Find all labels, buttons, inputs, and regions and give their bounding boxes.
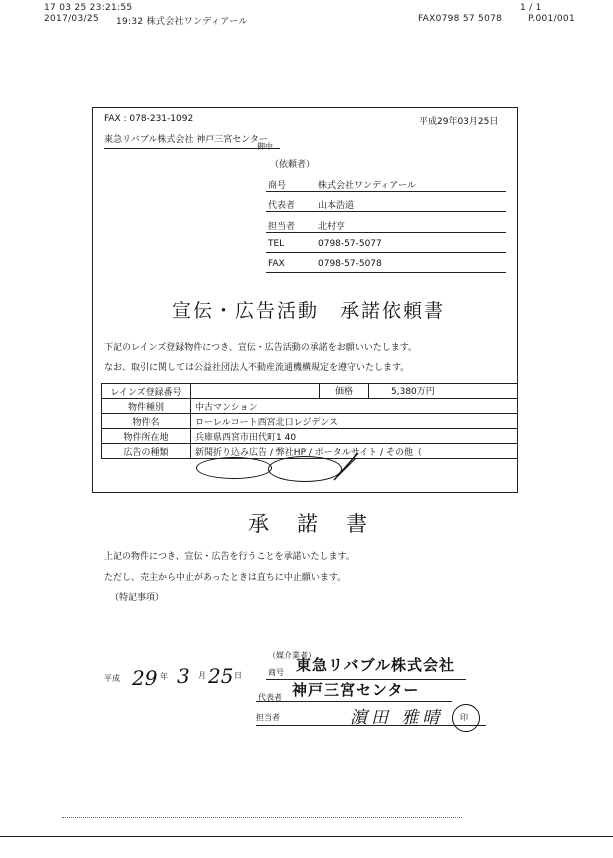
date-month-unit: 月 [198,671,206,680]
fax-number: FAX0798 57 5078 [418,14,503,24]
date-month: 3 [177,664,190,688]
property-type-value: 中古マンション [191,399,518,414]
table-row [102,384,518,399]
table-row [102,399,518,414]
date-year-unit: 年 [160,672,168,681]
field-value-tel: 0798-57-5077 [318,239,382,249]
newspaper-circle-mark [196,457,272,479]
property-address-value: 兵庫県西宮市田代町1 40 [191,429,518,444]
field-label-company: 商号 [268,181,287,191]
field-underline [266,272,506,273]
fax-to: FAX : 078-231-1092 [104,114,194,124]
field-label-fax: FAX [268,259,285,269]
price-label: 価格 [320,384,369,398]
broker-company: 東急リバブル株式会社 [296,656,455,674]
field-underline [266,252,506,253]
date-era: 平成 [104,674,120,683]
reins-label: レインズ登録番号 [102,384,191,399]
broker-branch: 神戸三宮センター [292,681,420,699]
page-scan-line [62,817,462,818]
property-table [101,383,518,459]
fax-timestamp: 17 03 25 23:21:55 [44,3,133,13]
table-row: 広告の種類 新聞折り込み広告 / 弊社HP / ポータルサイト / その他（ [102,444,518,459]
recipient-name: 東急リバブル株式会社 神戸三宮センター [104,135,268,145]
ad-type-portal: ポータルサイト [314,447,378,458]
approval-line2: ただし、売主から中止があったときは直ちに中止願います。 [104,573,347,583]
fax-date: 2017/03/25 [44,14,99,24]
approval-note-label: （特記事項） [110,593,165,603]
property-address-label: 物件所在地 [102,429,191,444]
strike-mark [332,450,362,484]
request-body-line1: 下記のレインズ登録物件につき、宣伝・広告活動の承諾をお願いいたします。 [104,343,418,353]
person-underline [256,725,486,726]
table-row [102,414,518,429]
field-underline [266,232,506,233]
agent-label: （媒介業者） [268,651,316,660]
field-label-staff: 担当者 [268,222,296,232]
ad-type-other: その他（ [385,447,422,458]
field-label-representative: 代表者 [268,201,296,211]
document-title: 宣伝・広告活動 承諾依頼書 [172,300,446,322]
seal-mark: 印 [460,713,468,722]
document-date: 平成29年03月25日 [419,117,499,127]
ad-type-newspaper: 新聞折り込み広告 [195,447,268,458]
person-label: 担当者 [256,713,280,722]
date-day-unit: 日 [234,671,242,680]
property-name-value: ローレルコート西宮北口レジデンス [191,414,518,429]
fax-sender: 19:32 株式会社ワンディアール [116,17,248,27]
field-underline [266,211,506,212]
hp-circle-mark [268,456,342,482]
approval-title: 承諾書 [248,512,395,536]
field-value-fax: 0798-57-5078 [318,259,382,269]
table-row [102,429,518,444]
page-bottom-line [0,836,613,837]
fax-page-mark: 1 / 1 [520,3,542,13]
field-value-representative: 山本浩道 [318,201,355,211]
field-label-tel: TEL [268,239,285,249]
property-name-label: 物件名 [102,414,191,429]
field-value-staff: 北村亨 [318,222,346,232]
property-type-label: 物件種別 [102,399,191,414]
rep-label: 代表者 [258,693,282,702]
fax-page: P.001/001 [528,14,575,24]
price-value: 5,380万円 [391,387,435,397]
field-value-company: 株式会社ワンディアール [318,181,416,191]
date-year: 29 [132,666,158,690]
branch-underline [256,701,452,702]
date-day: 25 [208,664,234,688]
reins-value [191,384,320,398]
company-label: 商号 [268,668,284,677]
person-name: 濵田 雅晴 [350,708,444,728]
ad-type-label: 広告の種類 [102,444,191,459]
ad-type-company-hp: 弊社HP [275,447,306,458]
recipient-underline [104,148,280,149]
approval-line1: 上記の物件につき、宣伝・広告を行うことを承諾いたします。 [104,552,355,562]
requester-label: （依頼者） [270,160,316,170]
field-underline [266,191,506,192]
recipient-suffix: 御中 [257,142,273,151]
request-body-line2: なお、取引に関しては公益社団法人不動産流通機構規定を遵守いたします。 [104,363,410,373]
